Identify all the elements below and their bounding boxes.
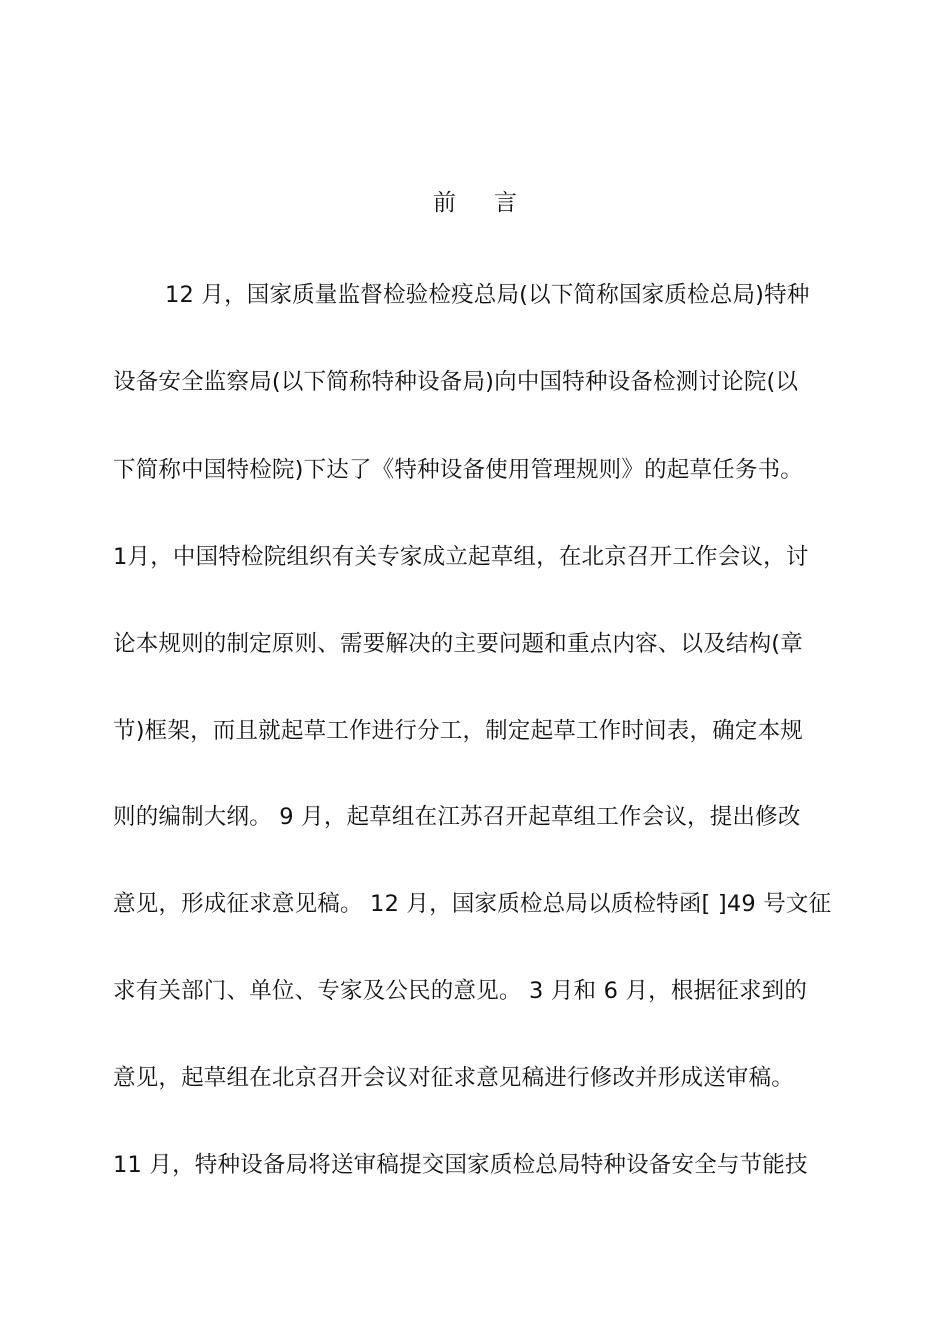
paragraph-line-5: 论本规则的制定原则、需要解决的主要问题和重点内容、以及结构(章 xyxy=(113,631,803,657)
paragraph-line-10: 意见，起草组在北京召开会议对征求意见稿进行修改并形成送审稿。 xyxy=(113,1065,795,1091)
paragraph-line-8: 意见，形成征求意见稿。 12 月，国家质检总局以质检特函[ ]49 号文征 xyxy=(113,891,832,917)
paragraph-line-11: 11 月，特种设备局将送审稿提交国家质检总局特种设备安全与节能技 xyxy=(113,1152,808,1178)
paragraph-line-1: 12 月，国家质量监督检验检疫总局(以下简称国家质检总局)特种 xyxy=(165,282,810,308)
title-char-2: 言 xyxy=(494,190,517,216)
paragraph-line-9: 求有关部门、单位、专家及公民的意见。 3 月和 6 月，根据征求到的 xyxy=(113,978,808,1004)
paragraph-line-7: 则的编制大纲。 9 月，起草组在江苏召开起草组工作会议，提出修改 xyxy=(113,804,801,830)
page-title xyxy=(0,185,950,221)
paragraph-line-4: 1月，中国特检院组织有关专家成立起草组，在北京召开工作会议，讨 xyxy=(113,544,809,570)
title-char-1: 前 xyxy=(433,190,456,216)
paragraph-line-3: 下简称中国特检院)下达了《特种设备使用管理规则》的起草任务书。 xyxy=(113,457,803,483)
paragraph-line-2: 设备安全监察局(以下简称特种设备局)向中国特种设备检测讨论院(以 xyxy=(113,369,799,395)
paragraph-line-6: 节)框架，而且就起草工作进行分工，制定起草工作时间表，确定本规 xyxy=(113,718,803,744)
